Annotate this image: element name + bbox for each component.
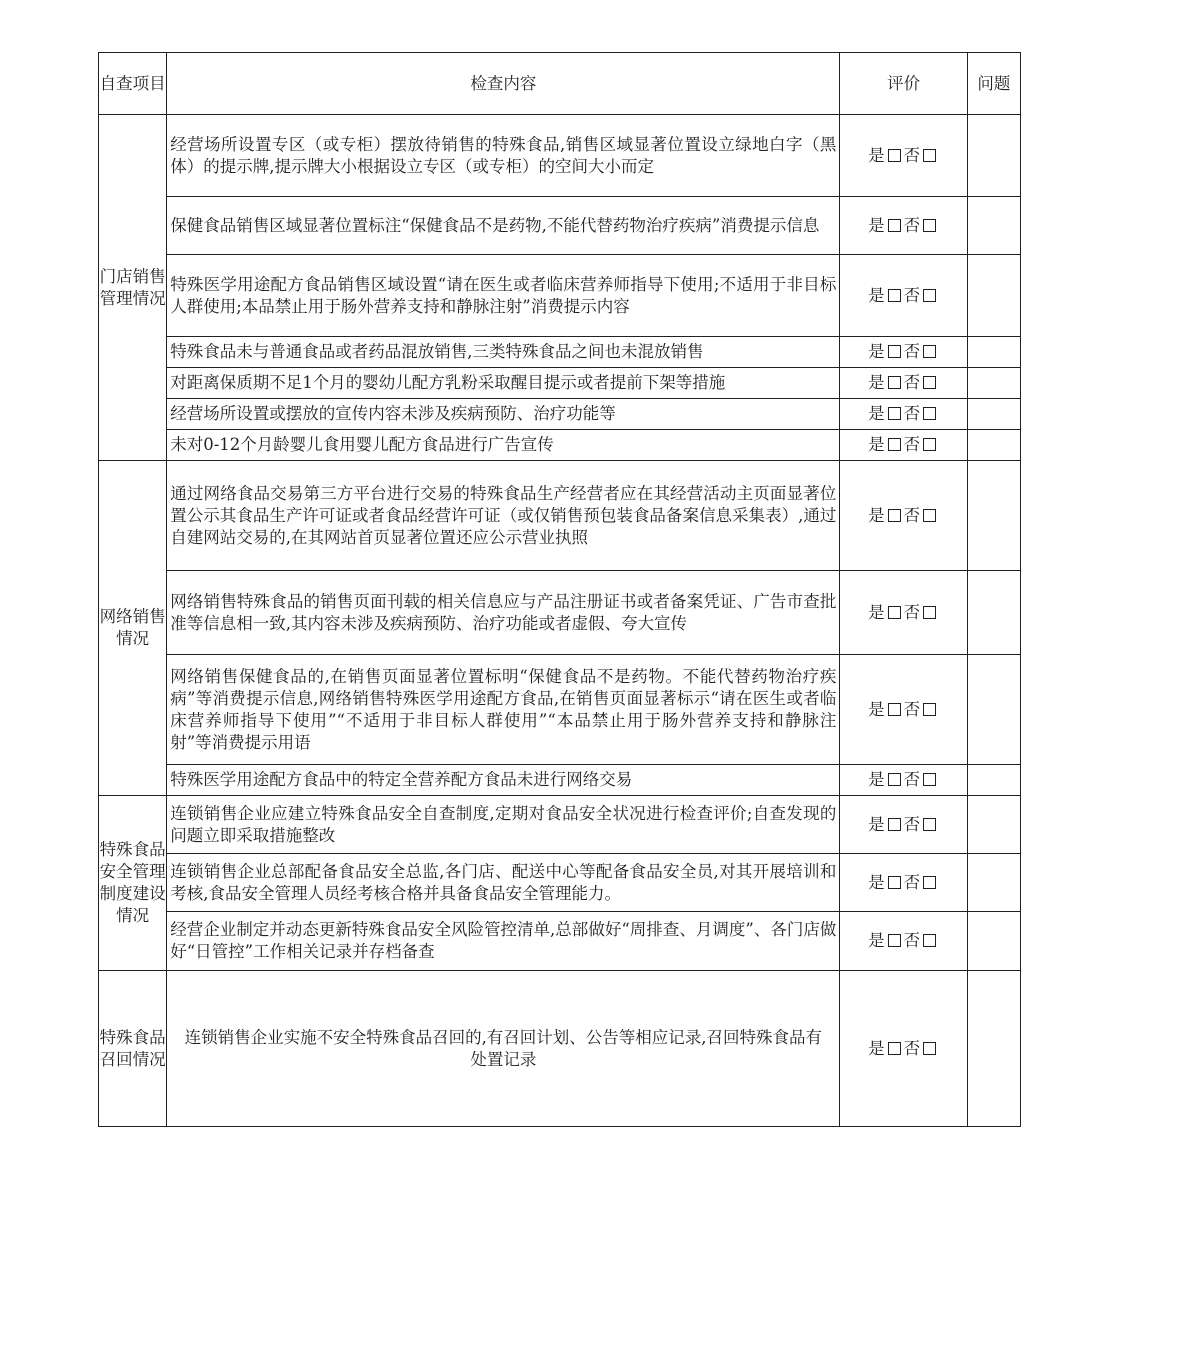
yes-checkbox[interactable] xyxy=(888,606,901,619)
yes-checkbox[interactable] xyxy=(888,438,901,451)
problem-cell[interactable] xyxy=(967,337,1020,368)
category-cell: 特殊食品召回情况 xyxy=(99,971,167,1127)
no-checkbox[interactable] xyxy=(923,773,936,786)
problem-cell[interactable] xyxy=(967,765,1020,796)
problem-cell[interactable] xyxy=(967,368,1020,399)
problem-cell[interactable] xyxy=(967,796,1020,854)
evaluation-cell xyxy=(840,912,967,971)
yes-label: 是 xyxy=(868,435,885,454)
evaluation-cell xyxy=(840,368,967,399)
problem-cell[interactable] xyxy=(967,971,1020,1127)
yes-checkbox[interactable] xyxy=(888,509,901,522)
table-header-row xyxy=(99,53,1021,115)
no-label: 否 xyxy=(903,602,921,622)
problem-cell[interactable] xyxy=(967,430,1020,461)
evaluation-cell xyxy=(840,197,967,255)
evaluation-cell xyxy=(840,115,967,197)
table-row xyxy=(99,399,1021,430)
check-item-text: 对距离保质期不足1个月的婴幼儿配方乳粉采取醒目提示或者提前下架等措施 xyxy=(167,368,840,399)
no-label: 否 xyxy=(903,373,921,392)
evaluation-cell xyxy=(840,255,967,337)
yes-checkbox[interactable] xyxy=(888,773,901,786)
no-checkbox[interactable] xyxy=(923,289,936,302)
yes-label: 是 xyxy=(868,373,885,392)
no-checkbox[interactable] xyxy=(923,376,936,389)
table-row xyxy=(99,430,1021,461)
table-row xyxy=(99,461,1021,571)
evaluation-cell xyxy=(840,337,967,368)
check-item-text: 保健食品销售区域显著位置标注“保健食品不是药物,不能代替药物治疗疾病”消费提示信息 xyxy=(167,197,840,255)
check-item-text: 特殊食品未与普通食品或者药品混放销售,三类特殊食品之间也未混放销售 xyxy=(167,337,840,368)
table-row xyxy=(99,655,1021,765)
yes-label: 是 xyxy=(868,770,885,789)
table-row xyxy=(99,912,1021,971)
yes-label: 是 xyxy=(868,1038,885,1058)
no-label: 否 xyxy=(903,145,921,165)
no-label: 否 xyxy=(903,285,921,305)
problem-cell[interactable] xyxy=(967,115,1020,197)
yes-label: 是 xyxy=(868,699,885,719)
no-label: 否 xyxy=(903,872,921,892)
yes-label: 是 xyxy=(868,145,885,165)
problem-cell[interactable] xyxy=(967,255,1020,337)
table-row xyxy=(99,796,1021,854)
table-row xyxy=(99,765,1021,796)
no-checkbox[interactable] xyxy=(923,1042,936,1055)
no-checkbox[interactable] xyxy=(923,407,936,420)
no-checkbox[interactable] xyxy=(923,509,936,522)
check-item-text: 未对0-12个月龄婴儿食用婴儿配方食品进行广告宣传 xyxy=(167,430,840,461)
category-cell: 门店销售管理情况 xyxy=(99,115,167,461)
evaluation-cell xyxy=(840,571,967,655)
evaluation-cell xyxy=(840,854,967,912)
problem-cell[interactable] xyxy=(967,912,1020,971)
evaluation-cell xyxy=(840,971,967,1127)
problem-cell[interactable] xyxy=(967,655,1020,765)
table-row xyxy=(99,368,1021,399)
yes-label: 是 xyxy=(868,342,885,361)
table-row xyxy=(99,337,1021,368)
no-label: 否 xyxy=(903,1038,921,1058)
no-checkbox[interactable] xyxy=(923,818,936,831)
no-label: 否 xyxy=(903,814,921,834)
header-content: 检查内容 xyxy=(167,53,840,115)
yes-checkbox[interactable] xyxy=(888,407,901,420)
yes-label: 是 xyxy=(868,505,885,525)
evaluation-cell xyxy=(840,399,967,430)
problem-cell[interactable] xyxy=(967,197,1020,255)
no-label: 否 xyxy=(903,215,921,235)
yes-checkbox[interactable] xyxy=(888,818,901,831)
table-row xyxy=(99,971,1021,1127)
evaluation-cell xyxy=(840,461,967,571)
no-checkbox[interactable] xyxy=(923,345,936,358)
no-label: 否 xyxy=(903,770,921,789)
check-item-text: 网络销售特殊食品的销售页面刊载的相关信息应与产品注册证书或者备案凭证、广告市查批准等信息相一致,其内容未涉及疾病预防、治疗功能或者虚假、夸大宣传 xyxy=(167,571,840,655)
no-checkbox[interactable] xyxy=(923,934,936,947)
evaluation-cell xyxy=(840,655,967,765)
check-item-text: 特殊医学用途配方食品中的特定全营养配方食品未进行网络交易 xyxy=(167,765,840,796)
header-evaluation: 评价 xyxy=(840,53,967,115)
yes-checkbox[interactable] xyxy=(888,703,901,716)
check-item-text: 经营场所设置或摆放的宣传内容未涉及疾病预防、治疗功能等 xyxy=(167,399,840,430)
yes-checkbox[interactable] xyxy=(888,345,901,358)
table-row xyxy=(99,197,1021,255)
no-label: 否 xyxy=(903,435,921,454)
problem-cell[interactable] xyxy=(967,571,1020,655)
self-check-table xyxy=(98,52,1021,1127)
yes-label: 是 xyxy=(868,215,885,235)
check-item-text: 连锁销售企业应建立特殊食品安全自查制度,定期对食品安全状况进行检查评价;自查发现的问题立即采取措施整改 xyxy=(167,796,840,854)
evaluation-cell xyxy=(840,765,967,796)
yes-checkbox[interactable] xyxy=(888,376,901,389)
yes-checkbox[interactable] xyxy=(888,934,901,947)
no-checkbox[interactable] xyxy=(923,149,936,162)
yes-label: 是 xyxy=(868,872,885,892)
yes-label: 是 xyxy=(868,404,885,423)
no-checkbox[interactable] xyxy=(923,219,936,232)
header-problem: 问题 xyxy=(967,53,1020,115)
yes-checkbox[interactable] xyxy=(888,876,901,889)
evaluation-cell xyxy=(840,796,967,854)
yes-label: 是 xyxy=(868,931,885,950)
problem-cell[interactable] xyxy=(967,461,1020,571)
evaluation-cell xyxy=(840,430,967,461)
yes-label: 是 xyxy=(868,285,885,305)
check-item-text: 连锁销售企业实施不安全特殊食品召回的,有召回计划、公告等相应记录,召回特殊食品有处置记录 xyxy=(167,971,840,1127)
no-label: 否 xyxy=(903,505,921,525)
yes-checkbox[interactable] xyxy=(888,289,901,302)
table-row xyxy=(99,255,1021,337)
check-item-text: 网络销售保健食品的,在销售页面显著位置标明“保健食品不是药物。不能代替药物治疗疾病”等消费提示信息,网络销售特殊医学用途配方食品,在销售页面显著标示“请在医生或者临床营养师指导下使用”“不适用于非目标人群使用”“本品禁止用于肠外营养支持和静脉注射”等消费提示用语 xyxy=(167,655,840,765)
no-label: 否 xyxy=(903,931,921,950)
check-item-text: 通过网络食品交易第三方平台进行交易的特殊食品生产经营者应在其经营活动主页面显著位置公示其食品生产许可证或者食品经营许可证（或仅销售预包装食品备案信息采集表）,通过自建网站交易的,在其网站首页显著位置还应公示营业执照 xyxy=(167,461,840,571)
check-item-text: 经营场所设置专区（或专柜）摆放待销售的特殊食品,销售区域显著位置设立绿地白字（黑体）的提示牌,提示牌大小根据设立专区（或专柜）的空间大小而定 xyxy=(167,115,840,197)
yes-label: 是 xyxy=(868,814,885,834)
category-cell: 特殊食品安全管理制度建设情况 xyxy=(99,796,167,971)
yes-label: 是 xyxy=(868,602,885,622)
check-item-text: 连锁销售企业总部配备食品安全总监,各门店、配送中心等配备食品安全员,对其开展培训和考核,食品安全管理人员经考核合格并具备食品安全管理能力。 xyxy=(167,854,840,912)
category-cell: 网络销售情况 xyxy=(99,461,167,796)
table-row xyxy=(99,571,1021,655)
problem-cell[interactable] xyxy=(967,399,1020,430)
problem-cell[interactable] xyxy=(967,854,1020,912)
no-checkbox[interactable] xyxy=(923,703,936,716)
yes-checkbox[interactable] xyxy=(888,1042,901,1055)
no-checkbox[interactable] xyxy=(923,876,936,889)
yes-checkbox[interactable] xyxy=(888,219,901,232)
check-item-text: 经营企业制定并动态更新特殊食品安全风险管控清单,总部做好“周排查、月调度”、各门店做好“日管控”工作相关记录并存档备查 xyxy=(167,912,840,971)
yes-checkbox[interactable] xyxy=(888,149,901,162)
check-item-text: 特殊医学用途配方食品销售区域设置“请在医生或者临床营养师指导下使用;不适用于非目标人群使用;本品禁止用于肠外营养支持和静脉注射”消费提示内容 xyxy=(167,255,840,337)
no-label: 否 xyxy=(903,699,921,719)
no-checkbox[interactable] xyxy=(923,606,936,619)
no-checkbox[interactable] xyxy=(923,438,936,451)
table-row xyxy=(99,115,1021,197)
no-label: 否 xyxy=(903,404,921,423)
header-category: 自查项目 xyxy=(99,53,167,115)
no-label: 否 xyxy=(903,342,921,361)
table-row xyxy=(99,854,1021,912)
